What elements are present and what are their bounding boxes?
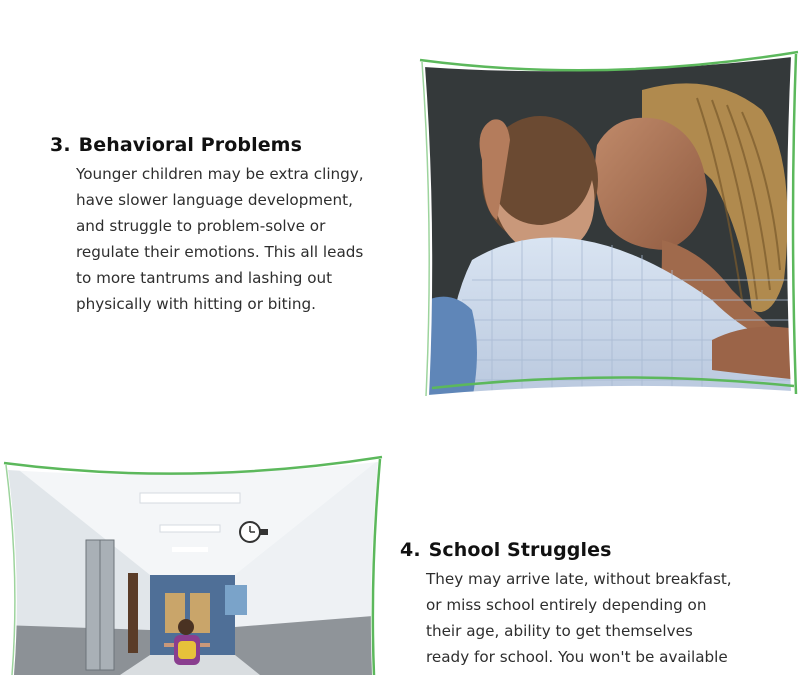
section-4-heading bbox=[400, 539, 612, 561]
school-hallway-child-photo-icon bbox=[0, 455, 385, 675]
section-3-body bbox=[76, 161, 364, 317]
section-3-line: have slower language development, bbox=[76, 191, 353, 209]
section-3-line: and struggle to problem-solve or bbox=[76, 217, 326, 235]
mother-hugging-child-photo-icon bbox=[412, 50, 800, 400]
section-4-number: 4. bbox=[400, 539, 421, 561]
section-4-line: ready for school. You won't be available bbox=[426, 648, 728, 666]
section-3-line: to more tantrums and lashing out bbox=[76, 269, 333, 287]
section-3-number: 3. bbox=[50, 134, 71, 156]
section-4-title: School Struggles bbox=[428, 539, 612, 561]
section-4-line: their age, ability to get themselves bbox=[426, 622, 693, 640]
section-3-heading bbox=[50, 134, 302, 156]
section-3-title: Behavioral Problems bbox=[78, 134, 302, 156]
section-4-line: or miss school entirely depending on bbox=[426, 596, 707, 614]
section-3-line: regulate their emotions. This all leads bbox=[76, 243, 364, 261]
section-4-body bbox=[426, 566, 732, 670]
section-4-photo bbox=[0, 455, 385, 675]
section-3-photo bbox=[412, 50, 800, 400]
section-3-line: physically with hitting or biting. bbox=[76, 295, 316, 313]
section-4-line: They may arrive late, without breakfast, bbox=[426, 570, 732, 588]
section-3-line: Younger children may be extra clingy, bbox=[76, 165, 364, 183]
